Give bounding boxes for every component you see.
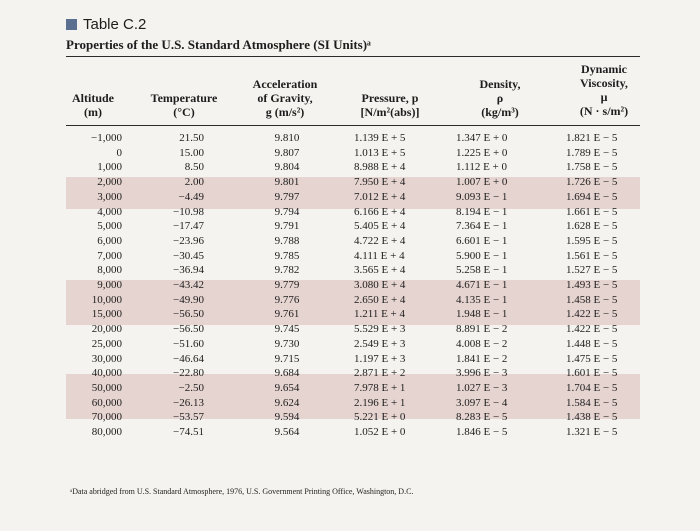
- density-cell: 6.601 E − 1: [456, 234, 508, 247]
- density-cell: 1.007 E + 0: [456, 176, 508, 189]
- header-altitude: Altitude (m): [72, 91, 114, 119]
- viscosity-cell: 1.448 E − 5: [566, 337, 618, 350]
- gravity-column: [262, 131, 312, 440]
- density-cell: 9.093 E − 1: [456, 190, 508, 203]
- table-label: Table C.2: [83, 16, 147, 33]
- pressure-cell: 2.650 E + 4: [354, 293, 406, 306]
- density-cell: 5.900 E − 1: [456, 249, 508, 262]
- altitude-cell: 60,000: [91, 396, 122, 409]
- viscosity-cell: 1.821 E − 5: [566, 132, 618, 144]
- density-cell: 1.112 E + 0: [456, 161, 508, 174]
- pressure-cell: 1.197 E + 3: [354, 352, 406, 365]
- temperature-cell: −56.50: [173, 323, 204, 336]
- viscosity-cell: 1.789 E − 5: [566, 146, 618, 159]
- temperature-cell: −4.49: [178, 190, 204, 203]
- altitude-cell: −1,000: [91, 132, 122, 144]
- pressure-cell: 7.978 E + 1: [354, 381, 406, 394]
- altitude-cell: 30,000: [91, 352, 122, 365]
- altitude-cell: 1,000: [97, 161, 122, 174]
- viscosity-cell: 1.758 E − 5: [566, 161, 618, 174]
- pressure-cell: 3.080 E + 4: [354, 279, 406, 292]
- viscosity-cell: 1.561 E − 5: [566, 249, 618, 262]
- altitude-cell: 0: [116, 146, 122, 159]
- pressure-cell: 3.565 E + 4: [354, 264, 406, 277]
- viscosity-column: [566, 131, 646, 440]
- viscosity-cell: 1.493 E − 5: [566, 279, 618, 292]
- header-rule: [66, 125, 640, 126]
- gravity-cell: 9.779: [274, 279, 300, 292]
- density-cell: 1.948 E − 1: [456, 308, 508, 321]
- altitude-column: [70, 131, 122, 440]
- density-cell: 5.258 E − 1: [456, 264, 508, 277]
- pressure-cell: 1.211 E + 4: [354, 308, 406, 321]
- pressure-cell: 2.871 E + 2: [354, 367, 406, 380]
- altitude-cell: 9,000: [97, 279, 122, 292]
- pressure-cell: 7.012 E + 4: [354, 190, 406, 203]
- gravity-cell: 9.804: [274, 161, 300, 174]
- viscosity-cell: 1.458 E − 5: [566, 293, 618, 306]
- gravity-cell: 9.801: [274, 176, 300, 189]
- temperature-cell: 21.50: [179, 132, 204, 144]
- viscosity-cell: 1.422 E − 5: [566, 323, 618, 336]
- temperature-cell: 2.00: [184, 176, 204, 189]
- gravity-cell: 9.745: [274, 323, 300, 336]
- viscosity-cell: 1.628 E − 5: [566, 220, 618, 233]
- header-viscosity: Dynamic Viscosity, μ (N · s/m²): [579, 62, 629, 118]
- temperature-cell: −23.96: [173, 234, 204, 247]
- temperature-cell: −10.98: [173, 205, 204, 218]
- altitude-cell: 6,000: [97, 234, 122, 247]
- gravity-cell: 9.730: [274, 337, 300, 350]
- gravity-cell: 9.785: [274, 249, 300, 262]
- gravity-cell: 9.761: [274, 308, 300, 321]
- temperature-cell: −22.80: [173, 367, 204, 380]
- viscosity-cell: 1.694 E − 5: [566, 190, 618, 203]
- altitude-cell: 2,000: [97, 176, 122, 189]
- top-rule: [66, 56, 640, 57]
- gravity-cell: 9.782: [274, 264, 300, 277]
- temperature-cell: −74.51: [173, 426, 204, 439]
- pressure-cell: 1.139 E + 5: [354, 132, 406, 144]
- table-label-row: [66, 16, 146, 33]
- altitude-cell: 10,000: [91, 293, 122, 306]
- pressure-cell: 5.405 E + 4: [354, 220, 406, 233]
- altitude-cell: 70,000: [91, 411, 122, 424]
- pressure-cell: 6.166 E + 4: [354, 205, 406, 218]
- gravity-cell: 9.624: [274, 396, 300, 409]
- temperature-cell: −49.90: [173, 293, 204, 306]
- altitude-cell: 15,000: [91, 308, 122, 321]
- gravity-cell: 9.791: [274, 220, 300, 233]
- table-title: Properties of the U.S. Standard Atmosphere (SI Units)ᵃ: [66, 37, 371, 52]
- temperature-cell: −53.57: [173, 411, 204, 424]
- altitude-cell: 25,000: [91, 337, 122, 350]
- density-cell: 3.097 E − 4: [456, 396, 508, 409]
- temperature-cell: −36.94: [173, 264, 204, 277]
- viscosity-cell: 1.584 E − 5: [566, 396, 618, 409]
- density-cell: 1.027 E − 3: [456, 381, 508, 394]
- altitude-cell: 50,000: [91, 381, 122, 394]
- viscosity-cell: 1.601 E − 5: [566, 367, 618, 380]
- temperature-cell: −30.45: [173, 249, 204, 262]
- gravity-cell: 9.564: [274, 426, 300, 439]
- gravity-cell: 9.594: [274, 411, 300, 424]
- temperature-cell: −51.60: [173, 337, 204, 350]
- temperature-cell: 15.00: [179, 146, 204, 159]
- footnote: ᵃData abridged from U.S. Standard Atmosphere, 1976, U.S. Government Printing Office, Washington, D.C.: [70, 487, 414, 496]
- density-cell: 7.364 E − 1: [456, 220, 508, 233]
- altitude-cell: 4,000: [97, 205, 122, 218]
- pressure-cell: 1.052 E + 0: [354, 426, 406, 439]
- viscosity-cell: 1.527 E − 5: [566, 264, 618, 277]
- altitude-cell: 8,000: [97, 264, 122, 277]
- viscosity-cell: 1.726 E − 5: [566, 176, 618, 189]
- pressure-cell: 8.988 E + 4: [354, 161, 406, 174]
- temperature-cell: 8.50: [184, 161, 204, 174]
- altitude-cell: 7,000: [97, 249, 122, 262]
- viscosity-cell: 1.438 E − 5: [566, 411, 618, 424]
- pressure-cell: 4.722 E + 4: [354, 234, 406, 247]
- pressure-cell: 2.196 E + 1: [354, 396, 406, 409]
- pressure-cell: 1.013 E + 5: [354, 146, 406, 159]
- viscosity-cell: 1.704 E − 5: [566, 381, 618, 394]
- pressure-column: [354, 131, 436, 440]
- temperature-cell: −43.42: [173, 279, 204, 292]
- gravity-cell: 9.776: [274, 293, 300, 306]
- viscosity-cell: 1.595 E − 5: [566, 234, 618, 247]
- gravity-cell: 9.654: [274, 381, 300, 394]
- density-column: [456, 131, 542, 440]
- altitude-cell: 5,000: [97, 220, 122, 233]
- temperature-cell: −56.50: [173, 308, 204, 321]
- header-pressure: Pressure, p [N/m²(abs)]: [360, 91, 420, 119]
- density-cell: 1.225 E + 0: [456, 146, 508, 159]
- gravity-cell: 9.794: [274, 205, 300, 218]
- temperature-cell: −2.50: [178, 381, 204, 394]
- density-cell: 4.135 E − 1: [456, 293, 508, 306]
- pressure-cell: 5.529 E + 3: [354, 323, 406, 336]
- altitude-cell: 80,000: [91, 426, 122, 439]
- altitude-cell: 40,000: [91, 367, 122, 380]
- density-cell: 1.841 E − 2: [456, 352, 508, 365]
- density-cell: 4.008 E − 2: [456, 337, 508, 350]
- pressure-cell: 4.111 E + 4: [354, 249, 405, 262]
- altitude-cell: 3,000: [97, 190, 122, 203]
- density-cell: 1.347 E + 0: [456, 132, 508, 144]
- density-cell: 3.996 E − 3: [456, 367, 508, 380]
- density-cell: 1.846 E − 5: [456, 426, 508, 439]
- header-gravity: Acceleration of Gravity, g (m/s²): [252, 77, 318, 119]
- header-temperature: Temperature (°C): [150, 91, 218, 119]
- density-cell: 8.283 E − 5: [456, 411, 508, 424]
- temperature-cell: −17.47: [173, 220, 204, 233]
- temperature-cell: −46.64: [173, 352, 204, 365]
- gravity-cell: 9.715: [274, 352, 300, 365]
- temperature-cell: −26.13: [173, 396, 204, 409]
- viscosity-cell: 1.475 E − 5: [566, 352, 618, 365]
- viscosity-cell: 1.321 E − 5: [566, 426, 618, 439]
- header-density: Density, ρ (kg/m³): [479, 77, 521, 119]
- gravity-cell: 9.788: [274, 234, 300, 247]
- viscosity-cell: 1.661 E − 5: [566, 205, 618, 218]
- gravity-cell: 9.797: [274, 190, 300, 203]
- viscosity-cell: 1.422 E − 5: [566, 308, 618, 321]
- pressure-cell: 5.221 E + 0: [354, 411, 406, 424]
- density-cell: 8.194 E − 1: [456, 205, 508, 218]
- gravity-cell: 9.684: [274, 367, 300, 380]
- pressure-cell: 2.549 E + 3: [354, 337, 406, 350]
- gravity-cell: 9.810: [274, 132, 300, 144]
- altitude-cell: 20,000: [91, 323, 122, 336]
- density-cell: 8.891 E − 2: [456, 323, 508, 336]
- temperature-column: [150, 131, 204, 440]
- pressure-cell: 7.950 E + 4: [354, 176, 406, 189]
- gravity-cell: 9.807: [274, 146, 300, 159]
- density-cell: 4.671 E − 1: [456, 279, 508, 292]
- table-badge-icon: [66, 19, 77, 30]
